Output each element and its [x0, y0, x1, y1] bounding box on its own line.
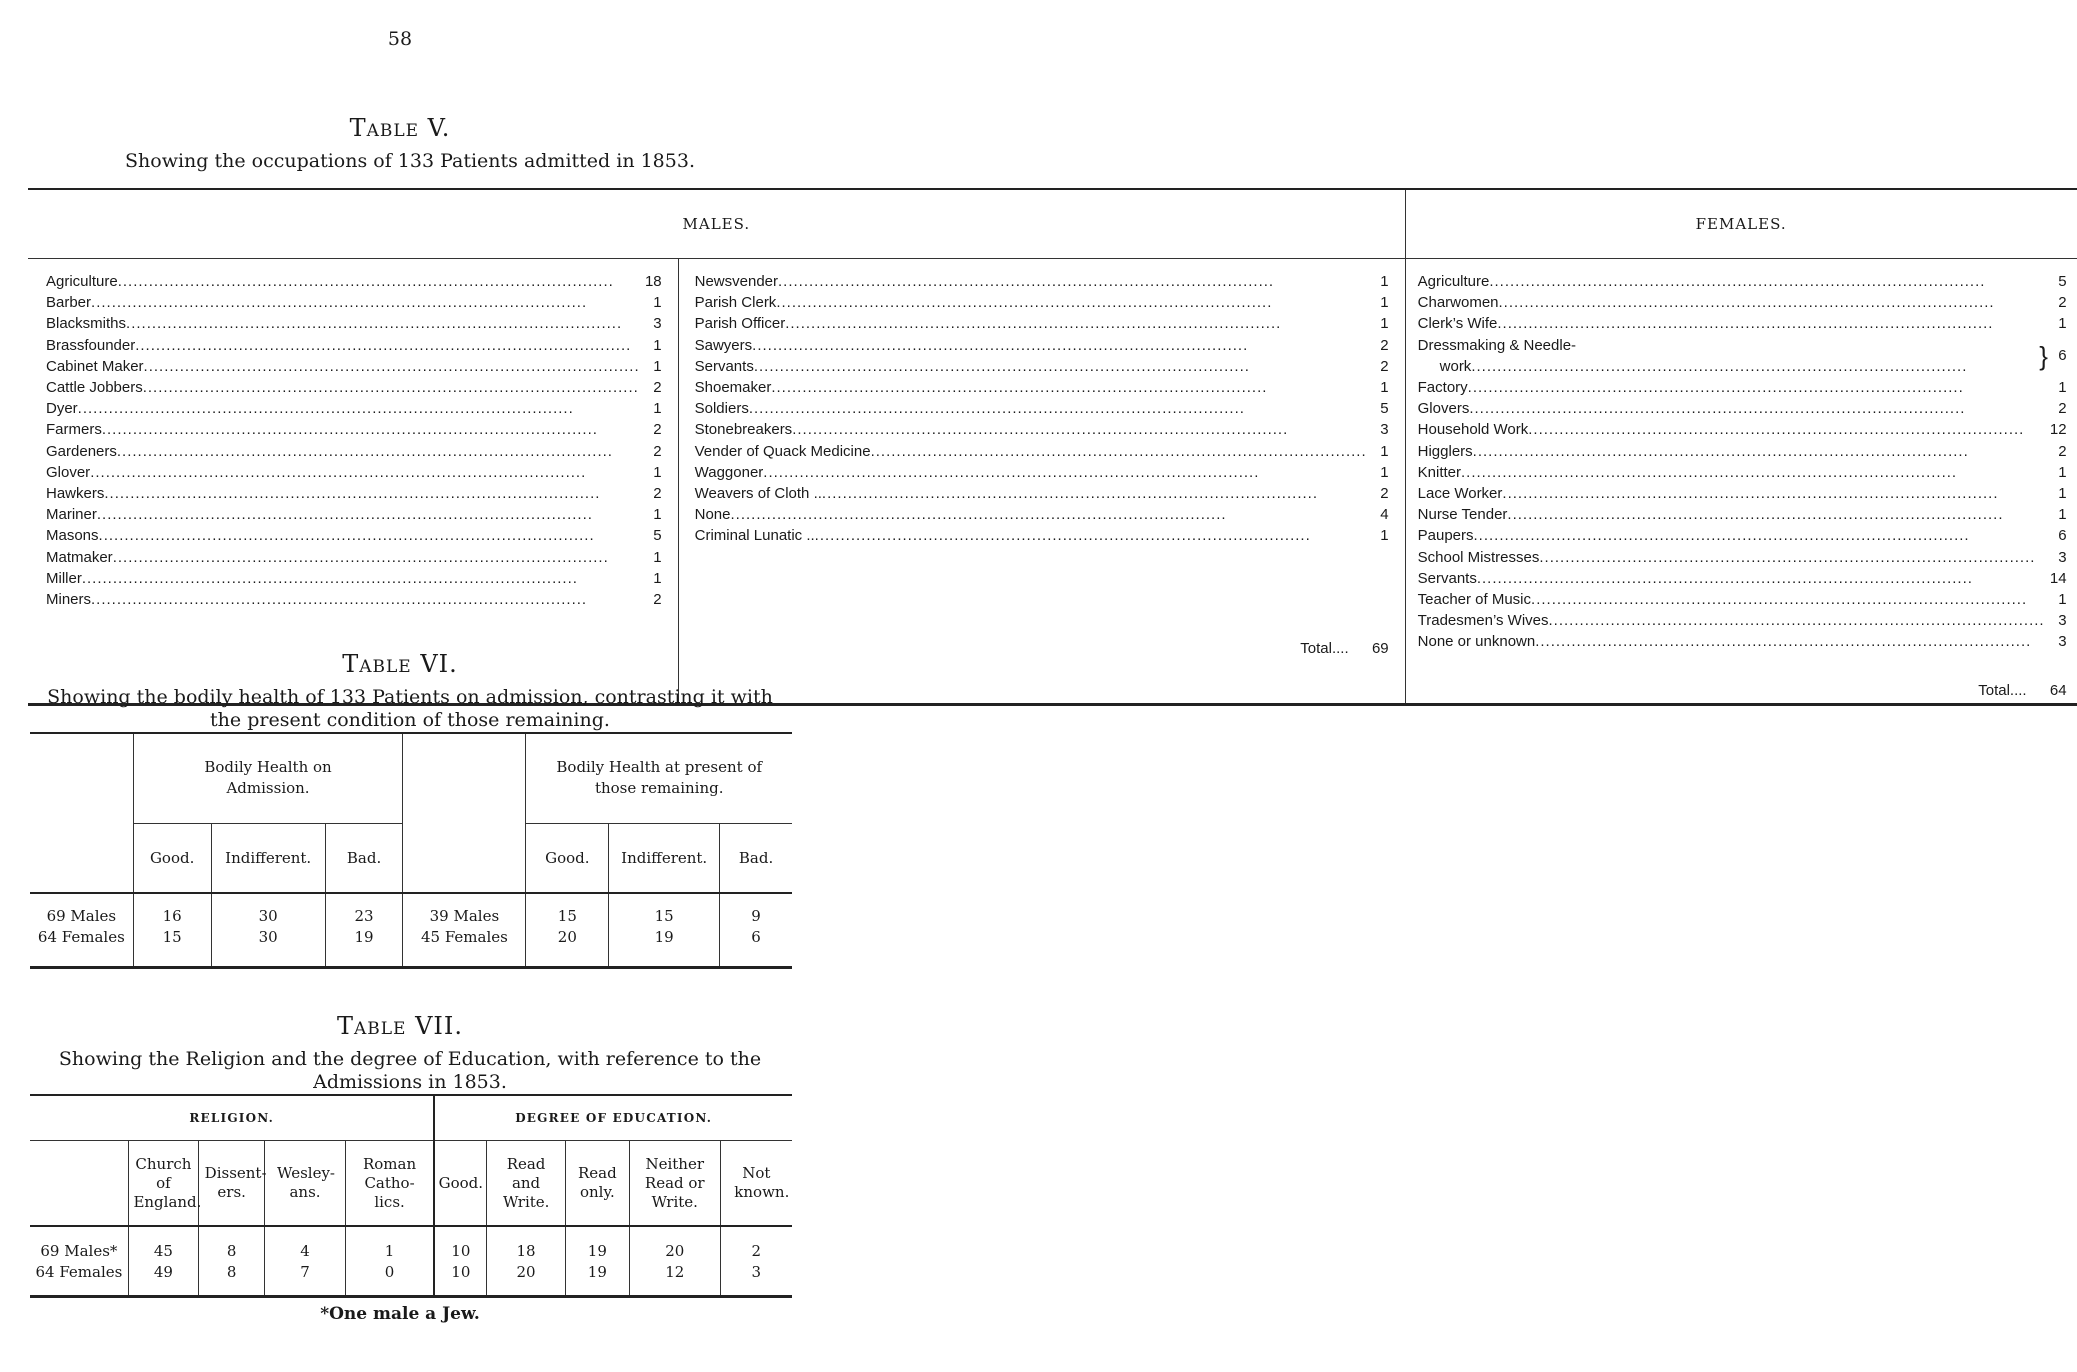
entry-count: 1	[653, 506, 662, 524]
entry-label: Blacksmiths	[46, 315, 127, 333]
entry-count: 1	[2058, 506, 2067, 524]
col-read-only: Read only.	[565, 1141, 629, 1227]
entry-label: Servants	[1417, 569, 1477, 587]
entry-label: Matmaker	[46, 548, 113, 566]
present-group-header: Bodily Health at present of those remaining.	[556, 758, 763, 798]
females-column	[1405, 259, 2076, 705]
entry-count: 2	[653, 421, 662, 439]
col-church-of-england: Church of England.	[128, 1141, 198, 1227]
entry-count: 1	[2058, 463, 2067, 481]
admission-indifferent: 30 30	[211, 893, 325, 968]
col-roman-catholics: Roman Catho-lics.	[345, 1141, 434, 1227]
entry-label: Farmers	[46, 421, 102, 439]
occupation-entry	[1418, 462, 2067, 483]
entry-count: 14	[2049, 569, 2067, 587]
dissenters-values: 8 8	[199, 1226, 265, 1296]
entry-count: 1	[2058, 591, 2067, 609]
wesleyans-values: 4 7	[265, 1226, 345, 1296]
occupation-entry	[46, 504, 662, 525]
entry-label: Glover	[46, 463, 91, 481]
entry-label: Higglers	[1417, 442, 1473, 460]
males-column-2	[678, 259, 1405, 705]
entry-label: Soldiers	[694, 400, 749, 418]
col-not-known: Not known.	[720, 1141, 792, 1227]
entry-count: 1	[2058, 379, 2067, 397]
page-number: 58	[387, 28, 413, 50]
occupation-entry	[695, 377, 1389, 398]
occupation-entry	[1418, 483, 2067, 504]
entry-count: 4	[1380, 506, 1389, 524]
col-bad: Bad.	[325, 823, 403, 893]
occupation-entry	[695, 504, 1389, 525]
occupation-entry	[1418, 504, 2067, 525]
occupation-entry	[1418, 589, 2067, 610]
occupation-entry	[46, 462, 662, 483]
occupation-entry	[695, 313, 1389, 334]
present-bad: 9 6	[720, 893, 792, 968]
entry-count: 1	[653, 400, 662, 418]
good-values: 10 10	[434, 1226, 486, 1296]
occupations-table	[28, 188, 2077, 706]
entry-label: Shoemaker	[694, 379, 772, 397]
col-wesleyans: Wesley-ans.	[265, 1141, 345, 1227]
occupation-entry	[46, 419, 662, 440]
entry-count: 1	[1380, 294, 1389, 312]
entry-label: Clerk’s Wife	[1417, 315, 1498, 333]
entry-label: Criminal Lunatic ..	[694, 527, 815, 545]
entry-count: 2	[2058, 400, 2067, 418]
males-column-1	[28, 259, 678, 705]
occupation-entry	[46, 398, 662, 419]
entry-count: 5	[1380, 400, 1389, 418]
entry-label: Cabinet Maker	[46, 357, 144, 375]
entry-label: Paupers	[1417, 527, 1474, 545]
entry-count: 5	[2058, 273, 2067, 290]
occupation-entry	[695, 356, 1389, 377]
occupation-entry	[695, 525, 1389, 546]
occupation-entry	[695, 441, 1389, 462]
entry-count: 1	[653, 548, 662, 566]
entry-label: Glovers	[1417, 400, 1470, 418]
col-read-and-write: Read and Write.	[487, 1141, 565, 1227]
occupation-entry	[695, 398, 1389, 419]
col-indifferent: Indifferent.	[609, 823, 720, 893]
total-value: 69	[1371, 639, 1389, 657]
admission-bad: 23 19	[325, 893, 403, 968]
dressmaking-entry: Dressmaking & Needle- work ..... } 6	[1418, 335, 2067, 377]
entry-count: 1	[653, 336, 662, 354]
entry-label: Household Work	[1417, 421, 1529, 439]
occupation-entry	[46, 525, 662, 546]
occupation-entry	[695, 271, 1389, 292]
admission-good: 16 15	[133, 893, 211, 968]
entry-label: Brassfounder	[46, 336, 136, 354]
entry-label: Weavers of Cloth ..	[694, 485, 822, 503]
present-labels: 39 Males 45 Females	[403, 893, 526, 968]
entry-count: 18	[644, 273, 662, 290]
entry-label: Stonebreakers	[694, 421, 793, 439]
admission-group-header: Bodily Health on Admission.	[133, 733, 403, 823]
table7-title: Table VII.	[336, 1012, 464, 1040]
table7-subtitle: Showing the Religion and the degree of Education, with reference to the Admissions in 1853.	[58, 1048, 762, 1093]
occupation-entry	[1418, 441, 2067, 462]
entry-label: Servants	[694, 357, 754, 375]
occupation-entry	[1418, 292, 2067, 313]
entry-label: Charwomen	[1417, 294, 1499, 312]
col-dissenters: Dissent-ers.	[199, 1141, 265, 1227]
neither-values: 20 12	[629, 1226, 720, 1296]
entry-count: 6	[2058, 346, 2067, 364]
entry-label: Parish Clerk	[694, 294, 777, 312]
total-label: Total....	[1300, 639, 1349, 657]
occupation-entry	[46, 313, 662, 334]
catholics-values: 1 0	[345, 1226, 434, 1296]
entry-label: Miners	[46, 591, 92, 609]
entry-count: 3	[653, 315, 662, 333]
entry-count: 6	[2058, 527, 2067, 545]
entry-count: 2	[653, 485, 662, 503]
entry-label: Cattle Jobbers	[46, 379, 143, 397]
entry-count: 2	[653, 591, 662, 609]
present-good: 15 20	[526, 893, 609, 968]
occupation-entry	[46, 568, 662, 589]
blank-header	[403, 733, 526, 893]
entry-label: None or unknown	[1417, 633, 1536, 651]
admission-labels: 69 Males 64 Females	[30, 893, 133, 968]
occupation-entry	[695, 335, 1389, 356]
occupation-entry	[1418, 568, 2067, 589]
entry-count: 1	[653, 357, 662, 375]
occupation-entry	[46, 441, 662, 462]
entry-count: 1	[653, 569, 662, 587]
entry-count: 2	[1380, 336, 1389, 354]
entry-label: None	[694, 506, 731, 524]
entry-label-continued: work	[1439, 357, 1472, 375]
occupation-entry	[1418, 398, 2067, 419]
entry-label: School Mistresses	[1417, 548, 1540, 566]
religion-group-header: RELIGION.	[30, 1095, 434, 1141]
blank-header	[30, 733, 133, 893]
entry-count: 1	[2058, 485, 2067, 503]
occupation-entry	[1418, 525, 2067, 546]
church-values: 45 49	[128, 1226, 198, 1296]
entry-label: Miller	[46, 569, 82, 587]
entry-label: Lace Worker	[1417, 485, 1503, 503]
entry-count: 12	[2049, 421, 2067, 439]
entry-label: Waggoner	[694, 463, 764, 481]
entry-count: 3	[2058, 612, 2067, 630]
col-bad: Bad.	[720, 823, 792, 893]
occupation-entry	[46, 589, 662, 610]
entry-count: 2	[2058, 294, 2067, 312]
entry-count: 3	[2058, 633, 2067, 651]
females-header: FEMALES.	[1405, 189, 2076, 259]
occupation-entry	[46, 292, 662, 313]
present-indifferent: 15 19	[609, 893, 720, 968]
entry-count: 1	[1380, 273, 1389, 290]
entry-label: Newsvender	[694, 273, 778, 290]
entry-count: 2	[653, 379, 662, 397]
col-good: Good.	[434, 1141, 486, 1227]
occupation-entry	[695, 462, 1389, 483]
entry-label: Nurse Tender	[1417, 506, 1508, 524]
entry-label: Vender of Quack Medicine	[694, 442, 871, 460]
occupation-entry	[1418, 313, 2067, 334]
entry-label: Parish Officer	[694, 315, 786, 333]
blank-header	[30, 1141, 128, 1227]
occupation-entry	[695, 292, 1389, 313]
occupation-entry	[46, 547, 662, 568]
entry-count: 1	[653, 463, 662, 481]
entry-label: Dyer	[46, 400, 78, 418]
occupation-entry	[46, 483, 662, 504]
total-label: Total....	[1978, 681, 2027, 699]
occupation-entry	[1418, 419, 2067, 440]
not-known-values: 2 3	[720, 1226, 792, 1296]
entry-count: 5	[653, 527, 662, 545]
entry-count: 3	[2058, 548, 2067, 566]
males-header: MALES.	[28, 189, 1405, 259]
entry-label: Agriculture	[1417, 273, 1490, 290]
entry-label: Gardeners	[46, 442, 117, 460]
occupation-entry	[695, 419, 1389, 440]
bodily-health-table	[30, 732, 792, 969]
entry-count: 1	[1380, 463, 1389, 481]
occupation-entry	[46, 335, 662, 356]
table6-subtitle: Showing the bodily health of 133 Patients on admission, contrasting it with the present condition of those remaining.	[47, 686, 773, 731]
occupation-entry	[46, 356, 662, 377]
occupation-entry	[1418, 547, 2067, 568]
entry-count: 1	[1380, 315, 1389, 333]
entry-label: Barber	[46, 294, 92, 312]
entry-count: 2	[2058, 442, 2067, 460]
entry-count: 1	[1380, 527, 1389, 545]
read-write-values: 18 20	[487, 1226, 565, 1296]
entry-label: Teacher of Music	[1417, 591, 1532, 609]
col-good: Good.	[133, 823, 211, 893]
females-total	[1418, 680, 2067, 701]
entry-count: 2	[1380, 485, 1389, 503]
col-indifferent: Indifferent.	[211, 823, 325, 893]
entry-count: 2	[1380, 357, 1389, 375]
table5-subtitle: Showing the occupations of 133 Patients admitted in 1853.	[125, 150, 695, 172]
entry-label: Masons	[46, 527, 99, 545]
entry-label: Tradesmen’s Wives	[1417, 612, 1549, 630]
entry-label: Sawyers	[694, 336, 753, 354]
occupation-entry	[1418, 610, 2067, 631]
entry-count: 1	[653, 294, 662, 312]
entry-count: 3	[1380, 421, 1389, 439]
total-value: 64	[2049, 681, 2067, 699]
entry-label: Agriculture	[46, 273, 118, 290]
occupation-entry	[1418, 631, 2067, 652]
occupation-entry	[1418, 377, 2067, 398]
footnote: *One male a Jew.	[320, 1304, 480, 1324]
religion-education-table	[30, 1094, 792, 1298]
entry-label: Factory	[1417, 379, 1468, 397]
col-neither: Neither Read or Write.	[629, 1141, 720, 1227]
education-group-header: DEGREE OF EDUCATION.	[515, 1111, 713, 1125]
entry-label: Hawkers	[46, 485, 105, 503]
table5-title: Table V.	[349, 114, 451, 142]
entry-label: Dressmaking & Needle-	[1417, 336, 1577, 354]
entry-count: 1	[2058, 315, 2067, 333]
entry-label: Knitter	[1417, 463, 1461, 481]
occupation-entry	[46, 271, 662, 292]
entry-count: 2	[653, 442, 662, 460]
table6-title: Table VI.	[342, 650, 458, 678]
col-good: Good.	[526, 823, 609, 893]
occupation-entry	[1418, 271, 2067, 292]
occupation-entry	[46, 377, 662, 398]
occupation-entry	[695, 483, 1389, 504]
entry-count: 1	[1380, 442, 1389, 460]
entry-label: Mariner	[46, 506, 97, 524]
row-labels: 69 Males* 64 Females	[30, 1226, 128, 1296]
read-only-values: 19 19	[565, 1226, 629, 1296]
entry-count: 1	[1380, 379, 1389, 397]
